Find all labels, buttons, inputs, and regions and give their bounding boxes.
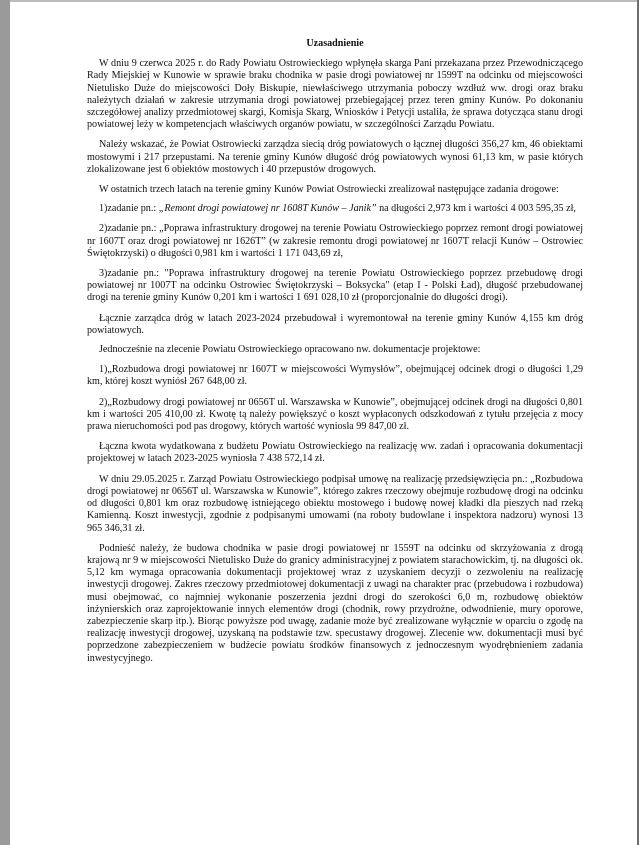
paragraph-text: Łącznie zarządca dróg w latach 2023-2024 przebudował i wyremontował na terenie gminy Kunów 4,155 km dróg powiatowych. <box>87 312 583 336</box>
paragraph-text: 2)„Rozbudowy drogi powiatowej nr 0656T ul. Warszawska w Kunowie”, obejmującej odcinek drogi na długości 0,801 km i wartości 205 410,00 zł. Kwotę tą należy powiększyć o koszt wypłaconych odszkodowań z tytułu przejęcia z mocy prawa nieruchomości pod pas drogowy, których wartość wyniosła 99 847,00 zł. <box>87 396 583 433</box>
paragraph-p4 <box>87 203 583 215</box>
paragraph-text: W ostatnich trzech latach na terenie gminy Kunów Powiat Ostrowiecki zrealizował następujące zadania drogowe: <box>99 184 559 196</box>
paragraph-p11 <box>87 441 583 465</box>
paragraph-p9 <box>87 364 583 388</box>
window-top-edge <box>0 0 639 2</box>
paragraph-text: 1)„Rozbudowa drogi powiatowej nr 1607T w miejscowości Wymysłów”, obejmującej odcinek drogi o długości 1,29 km, której koszt wyniósł 267 648,00 zł. <box>87 364 583 388</box>
paragraph-p13 <box>87 543 583 665</box>
paragraph-p2 <box>87 139 583 176</box>
paragraph-text: W dniu 9 czerwca 2025 r. do Rady Powiatu Ostrowieckiego wpłynęła skarga Pani przekazana przez Przewodniczącego Rady Miejskiej w Kunowie w sprawie braku chodnika w pasie drogi powiatowej nr 1599T na odcinku od miejscowości Nietulisko Duże do miejscowości Doły Biskupie, niewłaściwego utrzymania poboczy wzdłuż ww. drogi oraz braku należytych działań w zakresie utrzymania drogi powiatowej przebiegającej przez teren gminy Kunów. Po dokonaniu szczegółowej analizy przedmiotowej skargi, Komisja Skarg, Wniosków i Petycji ustaliła, że sprawa dotycząca stanu drogi powiatowej leży w kompetencjach właściwych organów powiatu, w szczególności Zarządu Powiatu. <box>87 58 583 131</box>
paragraph-text: 1)zadanie pn.: <box>99 203 159 215</box>
paragraph-p12 <box>87 474 583 535</box>
paragraph-text: Jednocześnie na zlecenie Powiatu Ostrowieckiego opracowano nw. dokumentacje projektowe: <box>99 344 481 356</box>
window-left-edge <box>0 0 10 845</box>
paragraph-text: 3)zadanie pn.: "Poprawa infrastruktury drogowej na terenie Powiatu Ostrowieckiego poprzez przebudowę drogi powiatowej nr 1007T na odcinku Ostrowiec Świętokrzyski – Boksycka" (etap I - Polski Ład), długość przebudowanej drogi na terenie gminy Kunów 0,201 km i wartości 1 691 028,10 zł (proporcjonalnie do długości drogi). <box>87 268 583 304</box>
paragraph-text: Podnieść należy, że budowa chodnika w pasie drogi powiatowej nr 1559T na odcinku od skrzyżowania z drogą krajową nr 9 w miejscowości Nietulisko Duże do granicy administracyjnej z powiatem starachowickim, tj. na długości ok. 5,12 km wymaga opracowania dokumentacji projektowej wraz z uzyskaniem decyzji o zezwoleniu na realizację inwestycji drogowej. Zakres rzeczowy przedmiotowej dokumentacji z uwagi na charakter prac (przebudowa i rozbudowa) musi obejmować, co najmniej wykonanie poszerzenia jezdni drogi do szerokości 6,0 m, rozbudowę obiektów inżynierskich oraz zaprojektowanie innych elementów drogi (chodnik, rowy przydrożne, odwodnienie, mury oporowe, zabezpieczenie skarp itp.). Biorąc powyższe pod uwagę, zadanie może być zrealizowane wyłącznie w oparciu o zgodę na realizację inwestycji drogowej, uzyskaną na podstawie tzw. specustawy drogowej. Zlecenie ww. dokumentacji musi być poprzedzone zabezpieczeniem w budżecie powiatu środków finansowych z jednoczesnym wyodrębnieniem zadania inwestycyjnego. <box>87 542 583 664</box>
paragraph-text: Łączna kwota wydatkowana z budżetu Powiatu Ostrowieckiego na realizację ww. zadań i opracowania dokumentacji projektowej w latach 2023-2025 wyniosła 7 438 572,14 zł. <box>87 441 583 465</box>
paragraph-text: Należy wskazać, że Powiat Ostrowiecki zarządza siecią dróg powiatowych o łącznej długości 356,27 km, 46 obiektami mostowymi i 217 przepustami. Na terenie gminy Kunów długość dróg powiatowych wynosi 61,13 km, w pasie których zlokalizowane jest 6 obiektów mostowych i 40 przepustów drogowych. <box>87 139 583 175</box>
document-body <box>87 58 583 665</box>
paragraph-p7 <box>87 313 583 337</box>
paragraph-p3 <box>87 184 583 196</box>
paragraph-p6 <box>87 268 583 305</box>
paragraph-text: W dniu 29.05.2025 r. Zarząd Powiatu Ostrowieckiego podpisał umowę na realizację przedsięwzięcia pn.: „Rozbudowa drogi powiatowej nr 0656T ul. Warszawska w Kunowie”, którego zakres rzeczowy obejmuje rozbudowę drogi na odcinku od długości 0,801 km oraz rozbudowę istniejącego obiektu mostowego i budowę nowej kładki dla pieszych nad rzeką Kamienną. Koszt inwestycji, zgodnie z podpisanymi umowami (na roboty budowlane i inspektora nadzoru) wynosi 13 965 346,31 zł. <box>87 473 583 534</box>
paragraph-p10 <box>87 397 583 434</box>
document-title: Uzasadnienie <box>306 38 364 49</box>
paragraph-text: na długości 2,973 km i wartości 4 003 595,35 zł, <box>376 203 576 215</box>
paragraph-text: 2)zadanie pn.: „Poprawa infrastruktury drogowej na terenie Powiatu Ostrowieckiego poprzez remont drogi powiatowej nr 1607T oraz drogi powiatowej nr 1626T” (w zakresie remontu drogi powiatowej nr 1607T relacji Kunów – Ostrowiec Świętokrzyski) o długości 0,981 km i wartości 1 171 043,69 zł, <box>87 223 583 259</box>
paragraph-p8 <box>87 344 583 356</box>
document-page <box>87 38 583 673</box>
paragraph-text: „Remont drogi powiatowej nr 1608T Kunów – Janik” <box>158 203 377 215</box>
paragraph-p5 <box>87 223 583 260</box>
paragraph-p1 <box>87 58 583 131</box>
